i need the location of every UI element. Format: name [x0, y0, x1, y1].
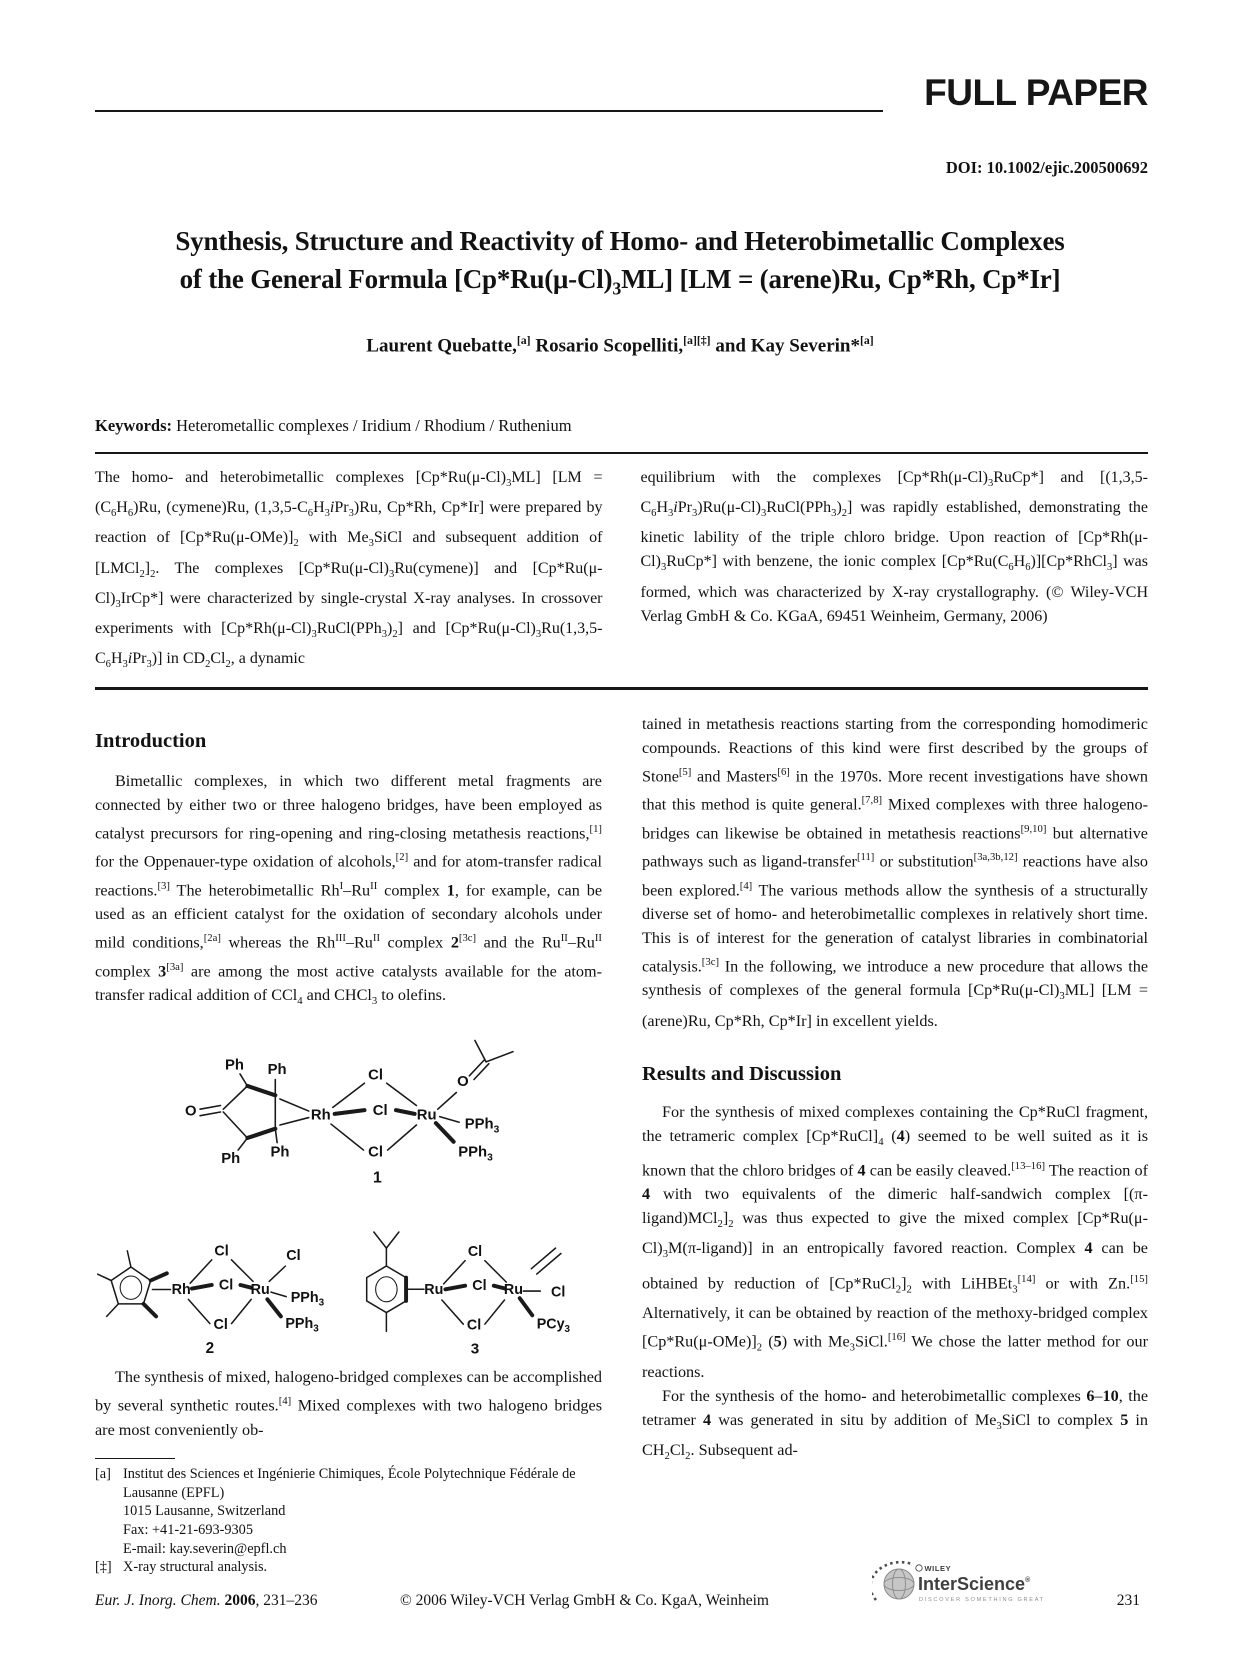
atom-label-ru: Ru	[424, 1281, 444, 1298]
header-rule	[95, 110, 883, 112]
structure-1-bonds	[200, 1041, 513, 1151]
structure-3-drawing	[347, 1198, 602, 1357]
structure-2-number: 2	[205, 1340, 215, 1358]
atom-label-cl: Cl	[368, 1067, 383, 1084]
atom-label-cl: Cl	[368, 1144, 383, 1161]
footnote-dd-label: [‡]	[95, 1559, 112, 1576]
interscience-wordmark: InterScience®	[918, 1574, 1031, 1594]
keywords-line	[95, 416, 1148, 436]
structure-1-figure	[175, 1021, 602, 1191]
logo-tagline: DISCOVER SOMETHING GREAT	[919, 1597, 1045, 1603]
interscience-logo-graphic	[872, 1558, 1052, 1608]
ligand-label-pph3: PPh$_3$	[464, 1116, 500, 1136]
atom-label-ph: Ph	[267, 1062, 287, 1079]
atom-label-rh: Rh	[310, 1107, 331, 1124]
atom-label-cl: Cl	[467, 1244, 483, 1261]
title-line-1: Synthesis, Structure and Reactivity of Homo- and Heterobimetallic Complexes	[175, 226, 1065, 256]
structure-3-number: 3	[470, 1340, 480, 1358]
continuation-paragraph: tained in metathesis reactions starting from the corresponding homodimeric compounds. Reactions of this kind were first described by the groups of Stone[5] and Masters[6] in the 1970s. More recent investigations have shown that this method is quite general.[7,8] Mixed complexes with three halogeno-bridges can likewise be obtained in metathesis reactions[9,10] but alternative pathways such as ligand-transfer[11] or substitution[3a,3b,12] reactions have also been explored.[4] The various methods allow the synthesis of a structurally diverse set of homo- and heterobimetallic complexes in relatively short time. This is of interest for the generation of catalyst libraries in combinatorial catalysis.[3c] In the following, we introduce a new procedure that allows the synthesis of complexes of the general formula $[Cp*Ru(\mu-Cl)_3ML] [LM$ = (arene)Ru, Cp*Rh, Cp*Ir] in excellent yields.	[642, 715, 1149, 1030]
synthesis-paragraph: The synthesis of mixed, halogeno-bridged complexes can be accomplished by several synthetic routes.[4] Mixed complexes with two halogeno bridges are most conveniently ob-	[95, 1368, 602, 1439]
structure-2-drawing	[95, 1197, 333, 1357]
ligand-label-pph3: PPh$_3$	[285, 1316, 319, 1336]
footer-copyright: © 2006 Wiley-VCH Verlag GmbH & Co. KgaA, Weinheim	[400, 1592, 769, 1609]
structures-2-3-figure	[95, 1197, 602, 1357]
right-column	[642, 690, 1148, 1468]
atom-label-ph: Ph	[270, 1144, 290, 1161]
atom-label-ph: Ph	[221, 1151, 241, 1168]
footnote-a	[95, 1465, 602, 1558]
footer-journal-reference: Eur. J. Inorg. Chem. 2006, 231–236	[95, 1592, 318, 1609]
atom-label-ru: Ru	[416, 1107, 437, 1124]
logo-text	[916, 1564, 1045, 1603]
wiley-mark-icon	[916, 1565, 922, 1571]
atom-label-cl: Cl	[466, 1317, 482, 1334]
atom-label-cl: Cl	[372, 1102, 388, 1119]
atom-label-cl: Cl	[472, 1278, 487, 1295]
ligand-label-pph3: PPh$_3$	[290, 1290, 325, 1310]
footnote-rule	[95, 1458, 175, 1460]
wiley-wordmark: WILEY	[924, 1564, 952, 1573]
structure-3-bonds	[367, 1232, 561, 1331]
atom-label-o-keto: O	[185, 1103, 197, 1120]
atom-label-rh: Rh	[171, 1282, 191, 1299]
atom-label-ru: Ru	[250, 1282, 270, 1299]
atom-label-cl: Cl	[214, 1243, 229, 1260]
doi-line: DOI: 10.1002/ejic.200500692	[945, 158, 1148, 177]
atom-label-cl: Cl	[286, 1248, 301, 1265]
footnote-a-label: [a]	[95, 1466, 111, 1483]
atom-label-ru: Ru	[503, 1281, 523, 1298]
abstract-column-1: The homo- and heterobimetallic complexes $[Cp*Ru(\mu-Cl)_3ML] [LM = (C_6H_6)Ru$, (cymene)Ru, $(1,3,5-C_6H_3iPr_3)Ru$, Cp*Rh, Cp*Ir] were prepared by reaction of $[Cp*Ru(\mu-OMe)]_2$ with $Me_3SiCl$ and subsequent addition of $[LMCl_2]_2$. The complexes $[Cp*Ru(\mu-Cl)_3Ru(cymene)]$ and $[Cp*Ru(\mu-Cl)_3IrCp*]$ were characterized by single-crystal X-ray analyses. In crossover experiments with $[Cp*Rh(\mu-Cl)_3RuCl(PPh_3)_2]$ and $[Cp*Ru(\mu-Cl)_3Ru(1,3,5-C_6H_3iPr_3)]$ in $CD_2Cl_2$, a dynamic	[95, 469, 603, 671]
abstract-column-2: equilibrium with the complexes $[Cp*Rh(\mu-Cl)_3RuCp*]$ and $[(1,3,5-C_6H_3iPr_3)Ru(\mu-Cl)_3RuCl(PPh_3)_2]$ was rapidly established, demonstrating the kinetic lability of the triple chloro bridge. Upon reaction of $[Cp*Rh(\mu-Cl)_3RuCp*]$ with benzene, the ionic complex $[Cp*Ru(C_6H_6)][Cp*RhCl_3]$ was formed, which was characterized by X-ray crystallography. (© Wiley-VCH Verlag GmbH & Co. KGaA, 69451 Weinheim, Germany, 2006)	[640, 469, 1149, 625]
page-number: 231	[1116, 1592, 1140, 1609]
footnote-dd-body: X-ray structural analysis.	[123, 1559, 268, 1576]
abstract-block	[95, 466, 1148, 690]
footnote-a-body	[123, 1465, 602, 1558]
introduction-heading: Introduction	[95, 730, 207, 752]
footnote-doubledagger	[95, 1558, 602, 1577]
atom-label-cl: Cl	[550, 1284, 566, 1301]
ligand-label-pcy3: PCy$_3$	[536, 1316, 570, 1336]
atom-label-cl: Cl	[213, 1317, 228, 1334]
structure-1-drawing	[175, 1021, 565, 1186]
atom-label-cl: Cl	[218, 1277, 234, 1294]
affiliation-line: Institut des Sciences et Ingénierie Chimiques, École Polytechnique Fédérale de Lausanne (EPFL)	[123, 1466, 576, 1501]
results-heading: Results and Discussion	[642, 1062, 842, 1085]
results-paragraph-1: For the synthesis of mixed complexes containing the Cp*RuCl fragment, the tetrameric complex $[Cp*RuCl]_4$ (4) seemed to be well suited as it is known that the chloro bridges of 4 can be easily cleaved.[13–16] The reaction of 4 with two equivalents of the dimeric half-sandwich complex $[(\pi-ligand)MCl_2]_2$ was thus expected to give the mixed complex $[Cp*Ru(\mu-Cl)_3M(\pi-ligand)]$ in an entropically favored reaction. Complex 4 can be obtained by reduction of $[Cp*RuCl_2]_2$ with LiHBEt$_3$[14] or with Zn.[15] Alternatively, it can be obtained by reaction of the methoxy-bridged complex $[Cp*Ru(\mu-OMe)]_2$ (5) with $Me_3SiCl.[16]$ We chose the latter method for our reactions.	[642, 1102, 1148, 1381]
full-paper-banner: FULL PAPER	[924, 72, 1148, 113]
introduction-paragraph: Bimetallic complexes, in which two different metal fragments are connected by either two or three halogeno bridges, have been employed as catalyst precursors for ring-opening and ring-closing metathesis reactions,[1] for the Oppenauer-type oxidation of alcohols,[2] and for atom-transfer radical reactions.[3] The heterobimetallic $Rh^I-Ru^{II}$ complex 1, for example, can be used as an efficient catalyst for the oxidation of secondary alcohols under mild conditions,[2a] whereas the $Rh^{III}-Ru^{II}$ complex 2[3c] and the $Ru^{II}-Ru^{II}$ complex 3[3a] are among the most active catalysts available for the atom-transfer radical addition of CCl$_4$ and CHCl$_3$ to olefins.	[95, 772, 603, 1008]
ligand-label-pph3: PPh$_3$	[458, 1144, 493, 1164]
results-paragraph-2: For the synthesis of the homo- and heterobimetallic complexes 6–10, the tetramer 4 was generated in situ by addition of $Me_3SiCl$ to complex 5 in $CH_2Cl_2$. Subsequent ad-	[642, 1386, 1149, 1463]
article-title	[70, 222, 1170, 307]
address-line: 1015 Lausanne, Switzerland	[123, 1503, 286, 1520]
atom-label-ph: Ph	[224, 1057, 244, 1074]
email-line: E-mail: kay.severin@epfl.ch	[123, 1540, 287, 1557]
author-line: Laurent Quebatte,[a] Rosario Scopelliti,[a][‡] and Kay Severin*[a]	[366, 334, 874, 357]
abstract-columns	[95, 466, 1148, 677]
title-line-2: of the General Formula $[Cp*Ru(\mu-Cl)_3ML] [LM$ = (arene)Ru, Cp*Rh, Cp*Ir]	[179, 264, 1061, 299]
fax-line: Fax: +41-21-693-9305	[123, 1521, 253, 1538]
atom-label-o-acetone: O	[457, 1074, 469, 1091]
keywords-label: Keywords:	[95, 416, 172, 435]
footnote-block	[95, 1458, 602, 1577]
globe-icon	[872, 1562, 914, 1600]
keywords-text: Heterometallic complexes / Iridium / Rhodium / Ruthenium	[176, 416, 572, 435]
structure-1-number: 1	[373, 1169, 382, 1187]
left-column	[95, 690, 602, 1577]
keywords-divider	[95, 452, 1148, 454]
interscience-logo	[872, 1558, 1052, 1613]
